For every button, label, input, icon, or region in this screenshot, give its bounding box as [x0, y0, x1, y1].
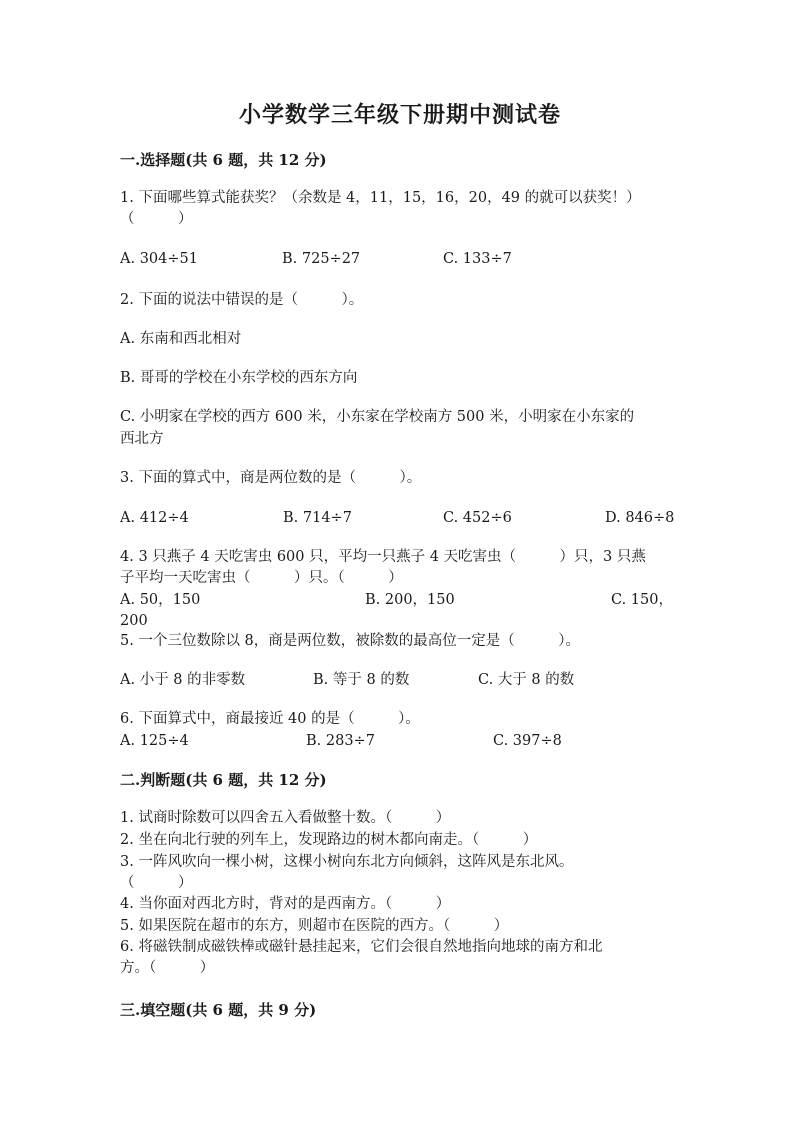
q2-option-c-line1: C. 小明家在学校的西方 600 米，小东家在学校南方 500 米，小明家在小东家的 [120, 409, 635, 425]
q2-option-b: B. 哥哥的学校在小东学校的西东方向 [120, 370, 358, 386]
q2-option-c-line2: 西北方 [120, 431, 164, 447]
q5-option-c: C. 大于 8 的数 [478, 672, 575, 688]
q3-option-d: D. 846÷8 [605, 510, 675, 526]
page-title: 小学数学三年级下册期中测试卷 [238, 102, 561, 128]
q3-option-a: A. 412÷4 [120, 510, 189, 526]
judge-item-5: 5. 如果医院在超市的东方，则超市在医院的西方。（ ） [120, 918, 509, 934]
q3-text: 3. 下面的算式中，商是两位数的是（ ）。 [120, 470, 422, 486]
q2-option-a: A. 东南和西北相对 [120, 331, 242, 347]
q3-option-b: B. 714÷7 [283, 510, 352, 526]
q3-option-c: C. 452÷6 [443, 510, 512, 526]
q4-text-line1: 4. 3 只燕子 4 天吃害虫 600 只，平均一只燕子 4 天吃害虫（ ）只，3 只燕 [120, 549, 646, 565]
section-1-heading: 一.选择题(共 6 题，共 12 分) [120, 151, 327, 169]
q1-answer-blank: （ ） [120, 211, 193, 227]
q6-option-a: A. 125÷4 [120, 733, 189, 749]
judge-item-3: 3. 一阵风吹向一棵小树，这棵小树向东北方向倾斜，这阵风是东北风。 [120, 854, 574, 870]
q4-option-b: B. 200，150 [365, 592, 455, 608]
q5-option-b: B. 等于 8 的数 [313, 672, 410, 688]
q4-option-c: C. 150， [611, 592, 673, 608]
q1-option-b: B. 725÷27 [282, 251, 361, 267]
q2-text: 2. 下面的说法中错误的是（ ）。 [120, 292, 364, 308]
judge-item-3-answer-blank: （ ） [120, 875, 193, 891]
q4-option-a: A. 50，150 [120, 592, 201, 608]
q1-option-a: A. 304÷51 [120, 251, 198, 267]
q4-text-line2: 子平均一天吃害虫（ ）只。（ ） [120, 570, 403, 586]
section-2-heading: 二.判断题(共 6 题，共 12 分) [120, 771, 327, 789]
judge-item-4: 4. 当你面对西北方时，背对的是西南方。（ ） [120, 896, 451, 912]
judge-item-2: 2. 坐在向北行驶的列车上，发现路边的树木都向南走。（ ） [120, 832, 538, 848]
q1-text: 1. 下面哪些算式能获奖？（余数是 4，11，15，16，20，49 的就可以获奖！） [120, 190, 641, 206]
q1-option-c: C. 133÷7 [443, 251, 512, 267]
q5-text: 5. 一个三位数除以 8，商是两位数，被除数的最高位一定是（ ）。 [120, 633, 581, 649]
judge-item-6-line2: 方。（ ） [120, 960, 215, 976]
q6-text: 6. 下面算式中，商最接近 40 的是（ ）。 [120, 711, 420, 727]
q5-option-a: A. 小于 8 的非零数 [120, 672, 246, 688]
judge-item-1: 1. 试商时除数可以四舍五入看做整十数。（ ） [120, 810, 451, 826]
section-3-heading: 三.填空题(共 6 题，共 9 分) [120, 1001, 317, 1019]
q6-option-c: C. 397÷8 [493, 733, 562, 749]
q4-option-c-continued: 200 [120, 613, 148, 629]
judge-item-6-line1: 6. 将磁铁制成磁铁棒或磁针悬挂起来，它们会很自然地指向地球的南方和北 [120, 939, 603, 955]
q6-option-b: B. 283÷7 [306, 733, 375, 749]
